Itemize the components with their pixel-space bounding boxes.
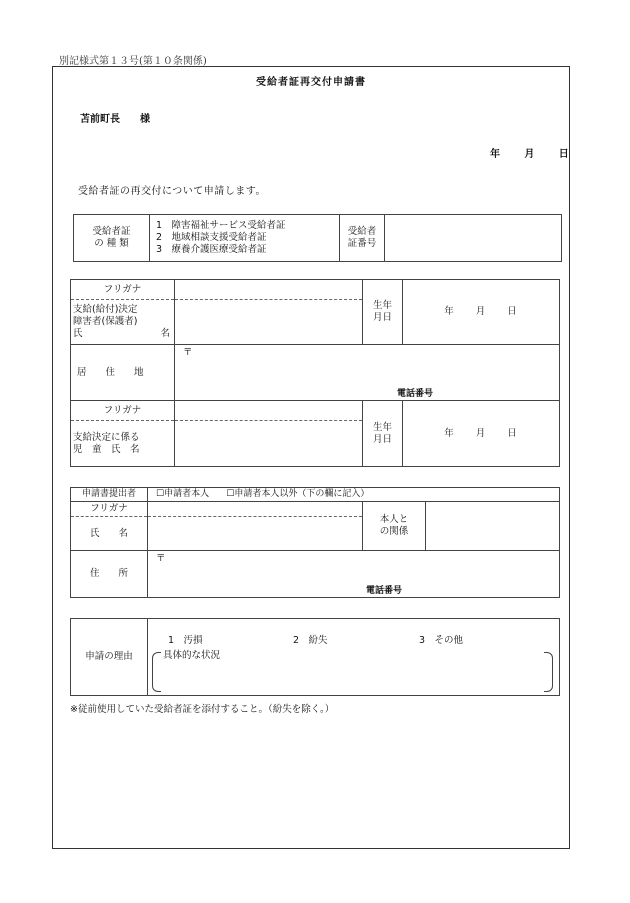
postal-mark: 〒 [183,347,193,358]
child-furigana-field[interactable] [175,401,363,421]
reason-table [70,618,560,696]
date-month: 月 [524,149,535,160]
addressee: 苫前町長 様 [80,114,150,125]
kind-option-1: 1 障害福祉サービス受給者証 [156,220,286,232]
certificate-table [73,214,562,262]
certificate-kind-options [150,215,340,262]
furigana-field[interactable] [175,280,363,300]
submitter-label: 申請書提出者 [71,488,148,502]
submitter-options [148,488,560,502]
relation-label: 本人と の関係 [363,502,426,551]
form-number: 別記様式第１３号(第１０条関係) [59,56,207,67]
submitter-address-field[interactable] [148,551,560,598]
phone-label: 電話番号 [397,388,434,399]
option-self-checkbox[interactable]: ☐申請者本人 [156,488,210,499]
kind-option-2: 2 地域相談支援受給者証 [156,232,267,244]
detail-bracket-right [544,652,553,692]
address-field[interactable] [175,345,560,401]
reason-option-1[interactable]: 1 汚損 [168,635,203,646]
applicant-table [70,279,560,467]
submitter-postal-mark: 〒 [156,553,166,564]
child-name-label: 支給決定に係る 児 童 氏 名 [71,421,175,467]
option-other-checkbox[interactable]: ☐申請者本人以外（下の欄に記入） [226,488,370,499]
applicant-name-label: 支給(給付)決定 障害者(保護者) 氏 名 [71,300,175,345]
reason-label: 申請の理由 [71,619,148,696]
date-day: 日 [558,149,569,160]
child-name-field[interactable] [175,421,363,467]
certificate-kind-label: 受給者証 の 種 類 [74,215,150,262]
detail-bracket-left [152,652,161,692]
address-label: 居 住 地 [71,345,175,401]
birth-field[interactable]: 年 月 日 [403,280,560,345]
child-birth-field[interactable]: 年 月 日 [403,401,560,467]
certificate-number-label: 受給者 証番号 [340,215,385,262]
furigana-label: フリガナ [71,280,175,300]
submitter-furigana-label: フリガナ [71,502,148,517]
relation-field[interactable] [426,502,560,551]
child-birth-label: 生年 月日 [363,401,403,467]
date-year: 年 [490,149,500,160]
date-line [490,145,569,160]
applicant-name-field[interactable] [175,300,363,345]
footnote: ※従前使用していた受給者証を添付すること。（紛失を除く。） [70,704,335,715]
submitter-table [70,487,560,598]
reason-option-3[interactable]: 3 その他 [419,635,464,646]
child-furigana-label: フリガナ [71,401,175,421]
submitter-name-field[interactable] [148,517,363,551]
reason-option-2[interactable]: 2 紛失 [293,635,328,646]
detail-label: 具体的な状況 [163,650,221,661]
submitter-phone-label: 電話番号 [366,585,403,596]
submitter-address-label: 住 所 [71,551,148,598]
reason-field [148,619,560,696]
submitter-furigana-field[interactable] [148,502,363,517]
form-title: 受給者証再交付申請書 [256,77,366,88]
certificate-number-field[interactable] [385,215,562,262]
statement: 受給者証の再交付について申請します。 [78,186,266,197]
submitter-name-label: 氏 名 [71,517,148,551]
birth-label: 生年 月日 [363,280,403,345]
kind-option-3: 3 療養介護医療受給者証 [156,243,267,255]
